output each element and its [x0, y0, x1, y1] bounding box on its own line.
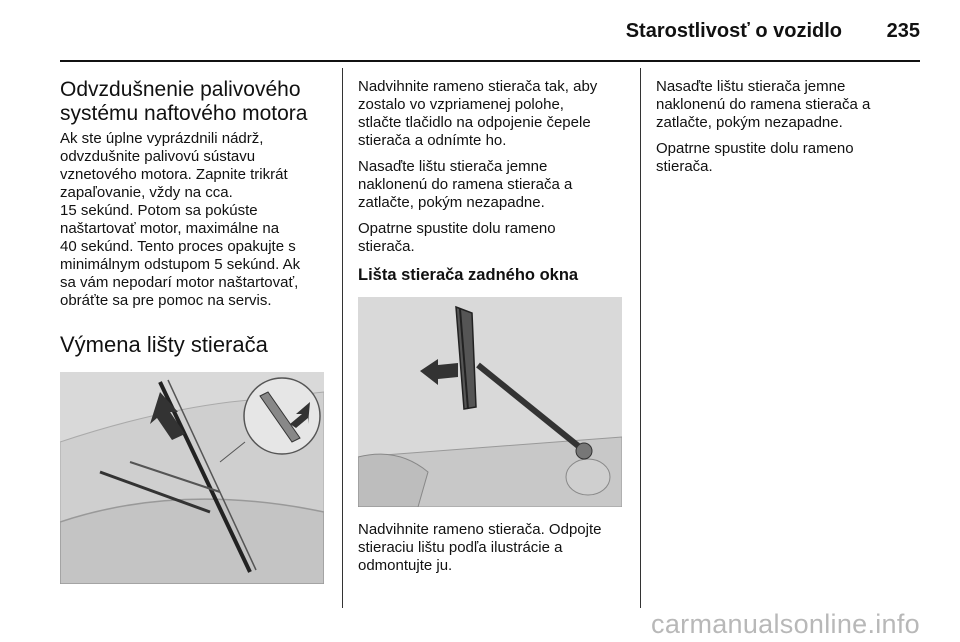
page-number: 235 [886, 20, 920, 42]
paragraph-fit-blade: Nasaďte lištu stierača jemne naklonenú do ramena stierača a zatlačte, pokým nezapadne. [358, 158, 573, 211]
rear-wiper-drawing [358, 297, 622, 507]
heading-rear-wiper-blade: Lišta stierača zadného okna [358, 266, 579, 284]
front-wiper-illustration [60, 372, 324, 584]
paragraph-fuel-bleeding: Ak ste úplne vyprázdnili nádrž, odvzdušnite palivovú sústavu vznetového motora. Zapnite trikrát zapaľovanie, vždy na cca. 15 sekúnd. Potom sa pokúste naštartovať motor, maximálne na 40 sekúnd. Tento proces opakujte s minimálnym odstupom 5 sekúnd. Ak sa vám nepodarí motor naštartovať, obráťte sa pre pomoc na servis. [60, 130, 301, 309]
paragraph-lower-arm-rear: Opatrne spustite dolu rameno stierača. [656, 140, 854, 175]
column-3 [656, 78, 920, 184]
section-title: Starostlivosť o vozidlo [625, 20, 842, 42]
column-1 [60, 78, 332, 584]
paragraph-fit-blade-rear: Nasaďte lištu stierača jemne naklonenú do ramena stierača a zatlačte, pokým nezapadne. [656, 78, 871, 131]
watermark: carmanualsonline.info [651, 609, 920, 639]
paragraph-lower-arm: Opatrne spustite dolu rameno stierača. [358, 220, 556, 255]
front-wiper-drawing [60, 372, 324, 584]
heading-wiper-blade-replacement: Výmena lišty stierača [60, 332, 268, 357]
rear-wiper-illustration [358, 297, 622, 507]
paragraph-rear-remove: Nadvihnite rameno stierača. Odpojte stieraciu lištu podľa ilustrácie a odmontujte ju. [358, 521, 602, 574]
column-2 [358, 78, 626, 583]
column-divider [640, 68, 641, 608]
column-divider [342, 68, 343, 608]
paragraph-lift-arm: Nadvihnite rameno stierača tak, aby zostalo vo vzpriamenej polohe, stlačte tlačidlo na odpojenie čepele stierača a odnímte ho. [358, 78, 598, 149]
header-rule [60, 60, 920, 62]
heading-fuel-bleeding: Odvzdušnenie palivového systému naftového motora [60, 78, 308, 125]
